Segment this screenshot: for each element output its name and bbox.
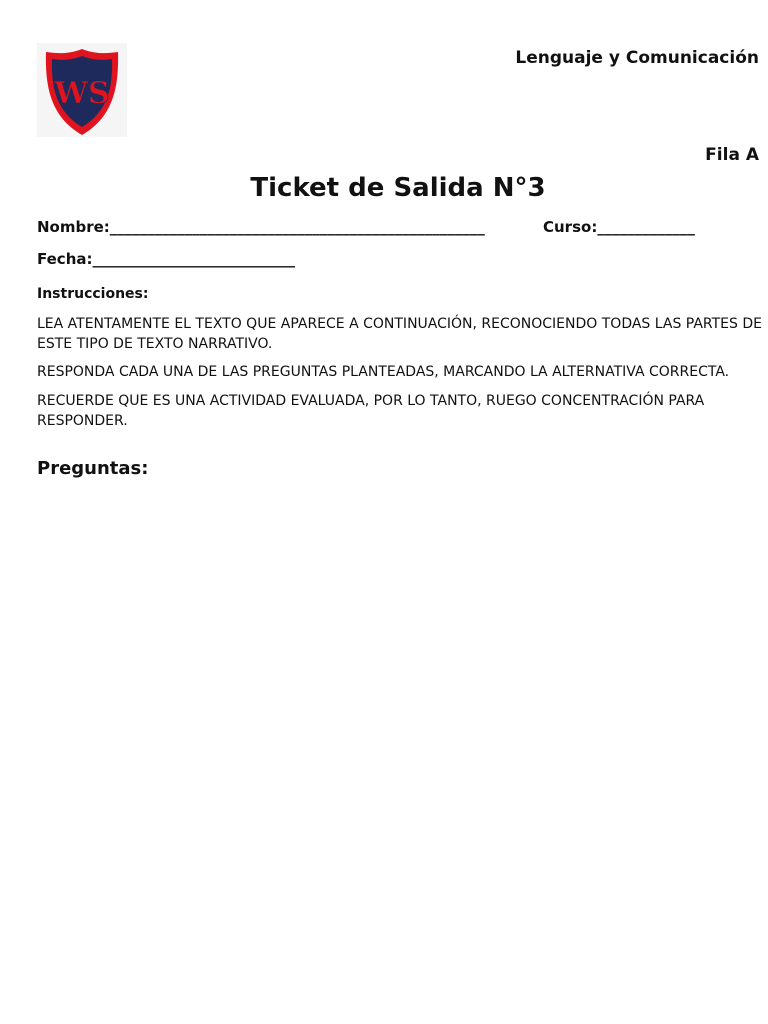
logo-lettering: WS [54,76,110,111]
row-label: Fila A [705,145,759,165]
date-field[interactable]: Fecha:___________________________ [37,250,296,268]
instruction-item: RESPONDA CADA UNA DE LAS PREGUNTAS PLANTEADAS, MARCANDO LA ALTERNATIVA CORRECTA. [37,364,730,380]
instruction-item: RECUERDE QUE ES UNA ACTIVIDAD EVALUADA, POR LO TANTO, RUEGO CONCENTRACIÓN PARA RESPONDER. [37,393,705,429]
page-title: Ticket de Salida N°3 [250,173,546,203]
name-field[interactable]: Nombre:__________________________________________________ [37,218,485,236]
instructions-heading: Instrucciones: [37,286,149,302]
course-field[interactable]: Curso:_____________ [543,218,695,236]
school-logo [37,43,127,137]
questions-heading: Preguntas: [37,458,149,479]
instruction-item: LEA ATENTAMENTE EL TEXTO QUE APARECE A CONTINUACIÓN, RECONOCIENDO TODAS LAS PARTES DE ESTE TIPO DE TEXTO NARRATIVO. [37,316,762,352]
subject-title: Lenguaje y Comunicación [515,48,759,68]
shield-icon [37,43,127,137]
